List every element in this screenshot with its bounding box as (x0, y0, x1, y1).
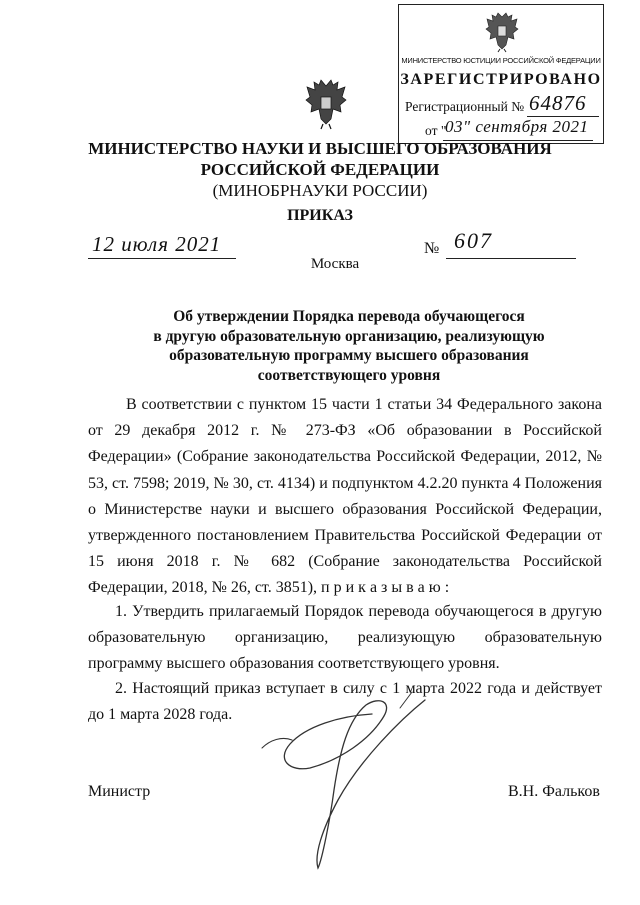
stamp-ministry: МИНИСТЕРСТВО ЮСТИЦИИ РОССИЙСКОЙ ФЕДЕРАЦИИ (401, 56, 601, 65)
title-line: соответствующего уровня (257, 366, 441, 384)
clause-1-paragraph: 1. Утвердить прилагаемый Порядок перевода обучающегося в другую образовательную организацию, реализующую образовательную программу высшего образования соответствующего уровня. (88, 603, 602, 673)
stamp-registered: ЗАРЕГИСТРИРОВАНО (400, 71, 602, 88)
signer-name: В.Н. Фальков (508, 783, 600, 800)
title-line: в другую образовательную организацию, реализующую (153, 327, 545, 345)
eagle-emblem-icon (484, 11, 520, 53)
order-number: 607 (454, 228, 493, 253)
preamble-paragraph: В соответствии с пунктом 15 части 1 статьи 34 Федерального закона от 29 декабря 2012 г. № 273-ФЗ «Об образовании в Российской Федерации» (Собрание законодательства Российской Федерации, 2012, № 53, ст. 7598; 2019, № 30, ст. 4134) и подпунктом 4.2.20 пункта 4 Положения о Министерстве науки и высшего образования Российской Федерации, утвержденного постановлением Правительства Российской Федерации от 15 июня 2018 г. № 682 (Собрание законодательства Российской Федерации, 2018, № 26, ст. 3851), п р и к а з ы в а ю : (88, 396, 602, 597)
title-line: Об утверждении Порядка перевода обучающегося (173, 308, 525, 325)
ministry-name-line1: МИНИСТЕРСТВО НАУКИ И ВЫСШЕГО ОБРАЗОВАНИЯ (88, 139, 552, 158)
stamp-date-value: 03" сентября 2021 (445, 117, 589, 136)
stamp-date-label: от " (425, 123, 447, 138)
title-line: образовательную программу высшего образования (169, 347, 529, 364)
ministry-name-line2: РОССИЙСКОЙ ФЕДЕРАЦИИ (200, 160, 440, 179)
order-title (0, 307, 640, 385)
ministry-short-name: (МИНОБРНАУКИ РОССИИ) (212, 181, 428, 200)
order-city: Москва (310, 256, 360, 272)
stamp-number-value: 64876 (529, 91, 587, 115)
signer-position: Министр (88, 783, 151, 800)
document-type: ПРИКАЗ (287, 207, 353, 224)
registration-stamp (398, 4, 604, 144)
stamp-number-label: Регистрационный № (405, 99, 525, 114)
clause-2-paragraph: 2. Настоящий приказ вступает в силу с 1 марта 2022 года и действует до 1 марта 2028 года. (88, 680, 602, 724)
order-number-sign: № (424, 240, 440, 257)
coat-of-arms-icon (304, 78, 348, 130)
order-date: 12 июля 2021 (92, 232, 222, 256)
